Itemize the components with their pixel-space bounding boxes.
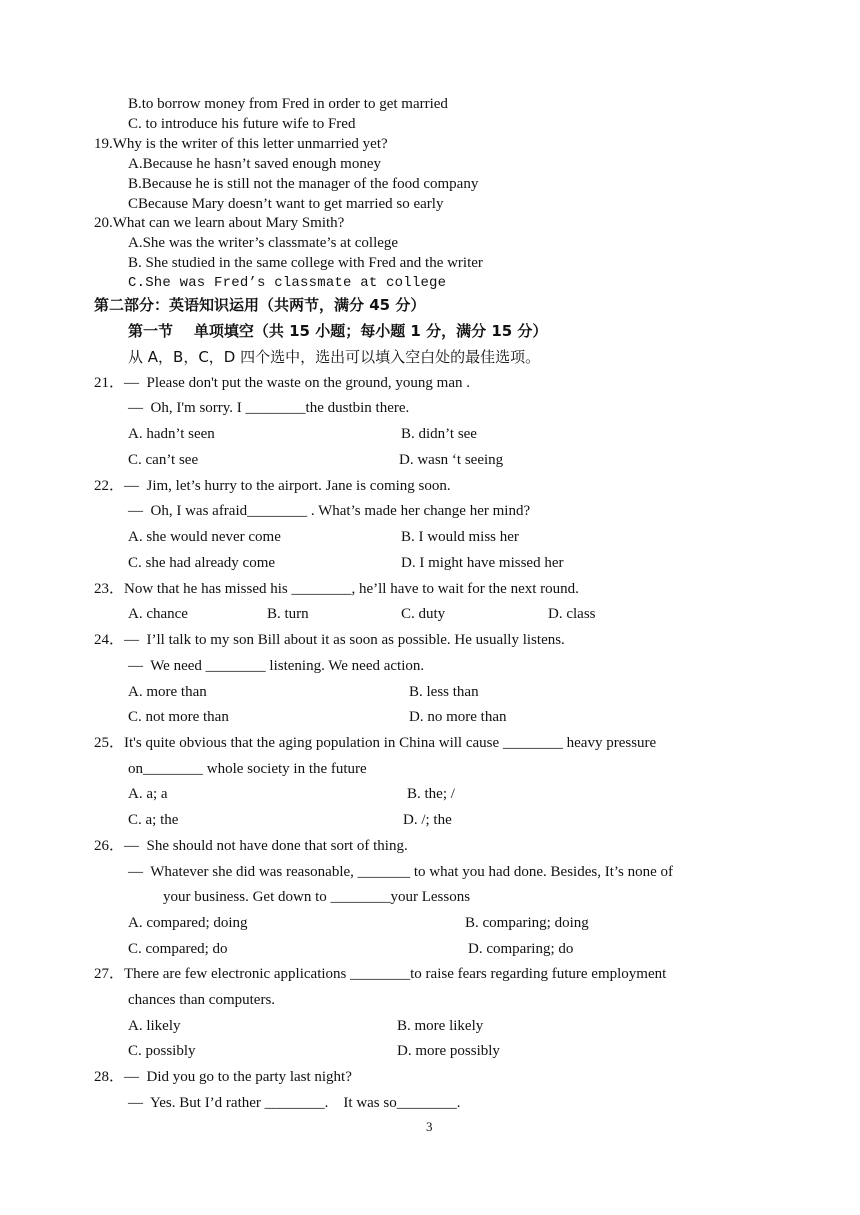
- q22-line-1: 22．— Jim, let’s hurry to the airport. Jane is coming soon.: [94, 478, 451, 494]
- q27-line-2: chances than computers.: [128, 992, 276, 1008]
- q24-option-b: B. less than: [409, 684, 479, 700]
- q18-option-b: B.to borrow money from Fred in order to get married: [128, 96, 448, 112]
- q26-option-a: A. compared; doing: [128, 915, 248, 931]
- q26-option-c: C. compared; do: [128, 941, 228, 957]
- q25-option-c: C. a; the: [128, 812, 179, 828]
- q21-line-2: — Oh, I'm sorry. I ________the dustbin there.: [128, 400, 410, 416]
- q22-option-c: C. she had already come: [128, 555, 276, 571]
- q24-option-c: C. not more than: [128, 709, 229, 725]
- q24-option-d: D. no more than: [409, 709, 507, 725]
- q26-line-2: — Whatever she did was reasonable, _______ to what you had done. Besides, It’s none of: [128, 864, 674, 880]
- q23-option-c: C. duty: [401, 606, 446, 622]
- q21-option-d: D. wasn ‘t seeing: [399, 452, 504, 468]
- q27-option-a: A. likely: [128, 1018, 181, 1034]
- q19-option-b: B.Because he is still not the manager of the food company: [128, 176, 479, 192]
- q20-option-c: C.She was Fred’s classmate at college: [128, 275, 447, 291]
- q21-option-a: A. hadn’t seen: [128, 426, 215, 442]
- q24-line-1: 24．— I’ll talk to my son Bill about it as soon as possible. He usually listens.: [94, 632, 565, 648]
- q26-line-3: your business. Get down to ________your Lessons: [163, 889, 471, 905]
- q25-option-d: D. /; the: [403, 812, 452, 828]
- q26-option-b: B. comparing; doing: [465, 915, 589, 931]
- q23-line-1: 23．Now that he has missed his ________, he’ll have to wait for the next round.: [94, 581, 579, 597]
- q22-option-b: B. I would miss her: [401, 529, 519, 545]
- q22-line-2: — Oh, I was afraid________ . What’s made her change her mind?: [128, 503, 531, 519]
- q23-option-b: B. turn: [267, 606, 309, 622]
- q27-option-c: C. possibly: [128, 1043, 196, 1059]
- q19-option-c: CBecause Mary doesn’t want to get married so early: [128, 196, 444, 212]
- q20-stem: 20.What can we learn about Mary Smith?: [94, 215, 345, 231]
- q24-option-a: A. more than: [128, 684, 207, 700]
- page-number: 3: [426, 1119, 433, 1134]
- q21-option-c: C. can’t see: [128, 452, 199, 468]
- q26-line-1: 26．— She should not have done that sort of thing.: [94, 838, 408, 854]
- q23-option-d: D. class: [548, 606, 596, 622]
- section-instruction: 从 A，B，C，D 四个选中，选出可以填入空白处的最佳选项。: [128, 348, 541, 366]
- q18-option-c: C. to introduce his future wife to Fred: [128, 116, 356, 132]
- q19-option-a: A.Because he hasn’t saved enough money: [128, 156, 381, 172]
- q27-line-1: 27．There are few electronic applications ________to raise fears regarding future employment: [94, 966, 667, 982]
- q23-option-a: A. chance: [128, 606, 188, 622]
- q22-option-d: D. I might have missed her: [401, 555, 564, 571]
- q19-stem: 19.Why is the writer of this letter unmarried yet?: [94, 136, 388, 152]
- q22-option-a: A. she would never come: [128, 529, 281, 545]
- q21-line-1: 21．— Please don't put the waste on the ground, young man .: [94, 375, 470, 391]
- q25-line-1: 25．It's quite obvious that the aging population in China will cause ________ heavy pressure: [94, 735, 657, 751]
- q27-option-b: B. more likely: [397, 1018, 484, 1034]
- q21-option-b: B. didn’t see: [401, 426, 477, 442]
- q26-option-d: D. comparing; do: [468, 941, 574, 957]
- q20-option-b: B. She studied in the same college with Fred and the writer: [128, 255, 483, 271]
- q27-option-d: D. more possibly: [397, 1043, 500, 1059]
- section-subtitle: 第一节 单项填空（共 15 小题；每小题 1 分，满分 15 分）: [128, 322, 548, 340]
- q28-line-1: 28．— Did you go to the party last night?: [94, 1069, 352, 1085]
- q20-option-a: A.She was the writer’s classmate’s at college: [128, 235, 399, 251]
- q25-option-a: A. a; a: [128, 786, 168, 802]
- part-title: 第二部分：英语知识运用（共两节，满分 45 分）: [94, 296, 426, 314]
- q24-line-2: — We need ________ listening. We need action.: [128, 658, 425, 674]
- q25-option-b: B. the; /: [407, 786, 455, 802]
- q25-line-2: on________ whole society in the future: [128, 761, 367, 777]
- q28-line-2: — Yes. But I’d rather ________. It was so________.: [128, 1095, 461, 1111]
